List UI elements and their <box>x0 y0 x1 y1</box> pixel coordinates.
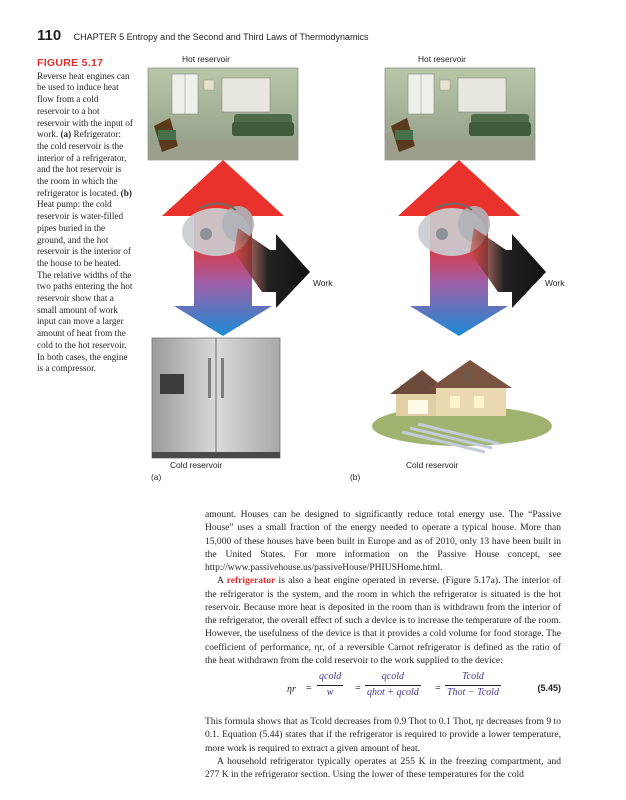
paragraph-2-rest: is also a heat engine operated in reverse. (Figure 5.17a). The interior of the refrigerator is the system, and the room in which the refrigerator is situated is the hot reservoir. Because more heat is deposited in the room than is withdrawn from the interior of the refrigerator, the overall effect of such a device is to increase the temperature of the room. However, the usefulness of the device is that it provides a cold volume for food storage. The coefficient of performance, ηr, of a reversible Carnot refrigerator is defined as the ratio of the heat withdrawn from the cold reservoir to the work supplied to the device: <box>205 575 561 666</box>
panel-b-hot-room <box>385 68 535 160</box>
caption-text-3: Heat pump: the cold reservoir is water-filled pipes buried in the ground, and the hot reservoir is the interior of the house to be heated. The relative widths of the two paths entering the hot reservoir show that a small amount of work input can move a larger amount of heat from the cold to the hot reservoir. In both cases, the engine is a compressor. <box>37 199 133 374</box>
eq-f1-numerator: qcold <box>319 671 342 682</box>
eq-f3-denominator: Thot − Tcold <box>447 687 499 699</box>
figure-illustration <box>140 48 570 488</box>
body-text <box>205 508 561 781</box>
equation-number: (5.45) <box>537 683 561 693</box>
panel-a-cold-label: Cold reservoir <box>170 460 223 470</box>
equation-5-45 <box>205 670 561 710</box>
paragraph-3: This formula shows that as Tcold decreases from 0.9 Thot to 0.1 Thot, ηr decreases from 9 to 0.1. Equation (5.44) states that if the refrigerator is required to provide a lower temperature, more work is required to extract a given amount of heat. <box>205 716 561 754</box>
panel-b-work-label: Work <box>545 278 565 288</box>
eq-equals-2: = <box>355 683 361 694</box>
figure-title: FIGURE 5.17 <box>37 57 104 69</box>
caption-label-b: (b) <box>120 187 132 198</box>
paragraph-1: amount. Houses can be designed to significantly reduce total energy use. The “Passive House” uses a small fraction of the energy needed to operate a typical house. More than 15,000 of these houses have been built in Europe and as of 2010, only 13 have been built in the United States. For more information on the Passive House concept, see http://www.passivehouse.us/passiveHouse/PHIUSHome.html. <box>205 509 561 573</box>
panel-a-hot-label: Hot reservoir <box>182 54 230 64</box>
panel-a-hot-room <box>148 68 298 160</box>
running-head: CHAPTER 5 Entropy and the Second and Third Laws of Thermodynamics <box>73 32 369 42</box>
paragraph-4: A household refrigerator typically operates at 255 K in the freezing compartment, and 277 K in the refrigerator section. Using the lower of these temperatures for the cold <box>205 755 561 780</box>
panel-a-tag: (a) <box>151 472 162 482</box>
page-number: 110 <box>37 27 62 44</box>
caption-text-2: Refrigerator: the cold reservoir is the interior of a refrigerator, and the hot reservoir is the room in which the refrigerator is located. <box>37 129 127 198</box>
eq-equals-3: = <box>435 683 441 694</box>
eq-lhs: ηr <box>287 684 296 695</box>
panel-b-tag: (b) <box>350 472 361 482</box>
eq-f1-denominator: w <box>317 685 343 699</box>
caption-text-1: Reverse heat engines can be used to induce heat flow from a cold reservoir to a hot reservoir with the input of work. <box>37 70 133 140</box>
panel-a-work-label: Work <box>313 278 333 288</box>
eq-fraction-1 <box>317 670 343 700</box>
panel-b-cold-label: Cold reservoir <box>406 460 459 470</box>
key-term-refrigerator: refrigerator <box>226 575 276 587</box>
paragraph-2-start: A <box>217 575 227 587</box>
eq-f3-numerator: Tcold <box>462 671 484 682</box>
eq-f2-numerator: qcold <box>381 671 404 682</box>
figure-5-17 <box>140 48 570 488</box>
panel-b-house-and-pipes <box>372 360 552 452</box>
paragraph-2 <box>205 574 561 667</box>
eq-f2-denominator: qhot + qcold <box>367 687 419 699</box>
eq-equals-1: = <box>306 683 312 694</box>
eq-fraction-2 <box>365 670 421 700</box>
panel-b-hot-label: Hot reservoir <box>418 54 466 64</box>
eq-fraction-3 <box>445 670 501 700</box>
page-header <box>37 27 368 45</box>
panel-a-refrigerator <box>152 338 280 458</box>
figure-caption <box>37 58 133 375</box>
caption-label-a: (a) <box>60 129 72 140</box>
